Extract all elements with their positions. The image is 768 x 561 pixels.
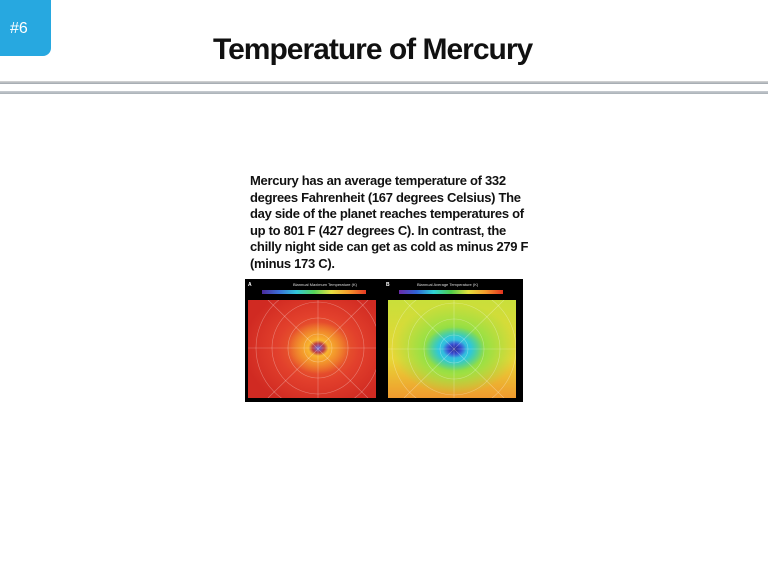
max-temperature-map bbox=[248, 300, 376, 398]
panel-a-scale-title: Biannual Maximum Temperature (K) bbox=[293, 282, 357, 287]
map-b-grid bbox=[388, 300, 516, 398]
panel-b-scale-title: Biannual Average Temperature (K) bbox=[417, 282, 479, 287]
header-divider-bottom bbox=[0, 91, 768, 94]
slide-number-badge bbox=[0, 0, 51, 56]
slide-number: #6 bbox=[10, 20, 28, 37]
average-temperature-map bbox=[388, 300, 516, 398]
max-temperature-colorbar bbox=[262, 290, 366, 294]
temperature-maps-figure bbox=[245, 279, 523, 402]
header-divider-top bbox=[0, 81, 768, 84]
panel-b-label: B bbox=[386, 282, 390, 288]
panel-a-label: A bbox=[248, 282, 252, 288]
slide-title: Temperature of Mercury bbox=[213, 33, 533, 66]
average-temperature-colorbar bbox=[399, 290, 503, 294]
map-a-grid bbox=[248, 300, 376, 398]
body-paragraph: Mercury has an average temperature of 332 degrees Fahrenheit (167 degrees Celsius) The day side of the planet reaches temperatures of up to 801 F (427 degrees C). In contrast, the chilly night side can get as cold as minus 279 F (minus 173 C). bbox=[250, 173, 529, 271]
